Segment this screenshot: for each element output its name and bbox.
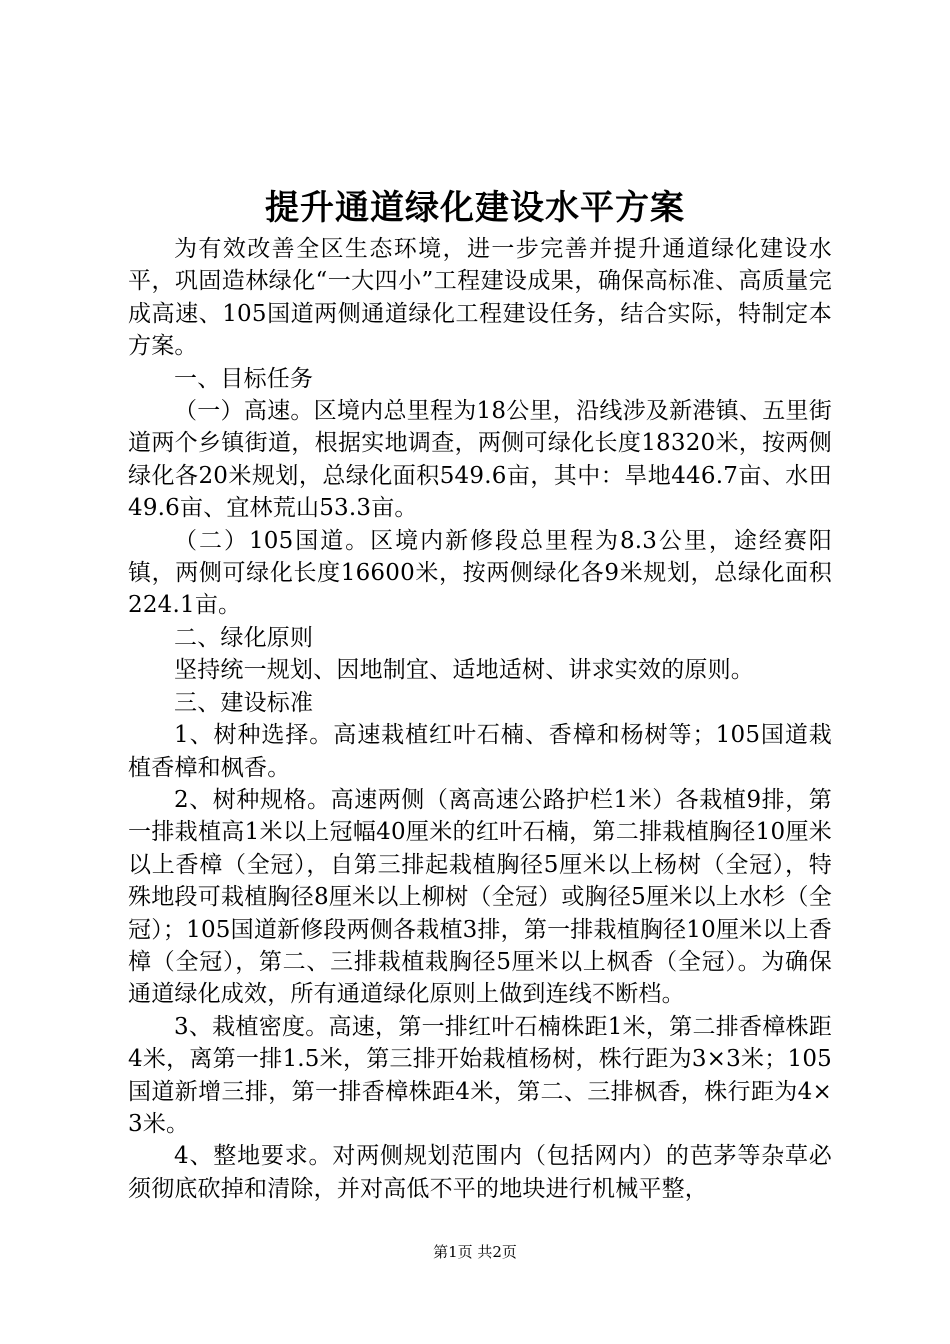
section-heading-goals: 一、目标任务	[174, 365, 314, 392]
paragraph-tree-selection: 1、树种选择。高速栽植红叶石楠、香樟和杨树等；105国道栽植香樟和枫香。	[128, 722, 832, 781]
paragraph-tree-specs: 2、树种规格。高速两侧（离高速公路护栏1米）各栽植9排，第一排栽植高1米以上冠幅40厘米的红叶石楠，第二排栽植胸径10厘米以上香樟（全冠），自第三排起栽植胸径5厘米以上杨树（全冠），特殊地段可栽植胸径8厘米以上柳树（全冠）或胸径5厘米以上水杉（全冠）；105国道新修段两侧各栽植3排，第一排栽植胸径10厘米以上香樟（全冠），第二、三排栽植栽胸径5厘米以上枫香（全冠）。为确保通道绿化成效，所有通道绿化原则上做到连线不断档。	[128, 786, 832, 1008]
paragraph-principles: 坚持统一规划、因地制宜、适地适树、讲求实效的原则。	[174, 657, 754, 684]
paragraph-site-preparation: 4、整地要求。对两侧规划范围内（包括网内）的芭茅等杂草必须彻底砍掉和清除，并对高低不平的地块进行机械平整，	[128, 1143, 832, 1202]
paragraph-planting-density: 3、栽植密度。高速，第一排红叶石楠株距1米，第二排香樟株距4米，离第一排1.5米，第三排开始栽植杨树，株行距为3×3米；105国道新增三排，第一排香樟株距4米，第二、三排枫香，株行距为4×3米。	[128, 1013, 832, 1137]
document-body	[128, 233, 832, 1205]
section-heading-standards: 三、建设标准	[174, 689, 314, 716]
document-title: 提升通道绿化建设水平方案	[265, 188, 685, 228]
paragraph-intro: 为有效改善全区生态环境，进一步完善并提升通道绿化建设水平，巩固造林绿化“一大四小”工程建设成果，确保高标准、高质量完成高速、105国道两侧通道绿化工程建设任务，结合实际，特制定本方案。	[128, 236, 832, 360]
paragraph-national-road: （二）105国道。区境内新修段总里程为8.3公里，途经赛阳镇，两侧可绿化长度16600米，按两侧绿化各9米规划，总绿化面积224.1亩。	[128, 527, 832, 619]
page-number-footer: 第1页 共2页	[433, 1243, 517, 1261]
paragraph-highway: （一）高速。区境内总里程为18公里，沿线涉及新港镇、五里街道两个乡镇街道，根据实地调查，两侧可绿化长度18320米，按两侧绿化各20米规划，总绿化面积549.6亩，其中：旱地446.7亩、水田49.6亩、宜林荒山53.3亩。	[128, 398, 832, 522]
section-heading-principles: 二、绿化原则	[174, 624, 314, 651]
